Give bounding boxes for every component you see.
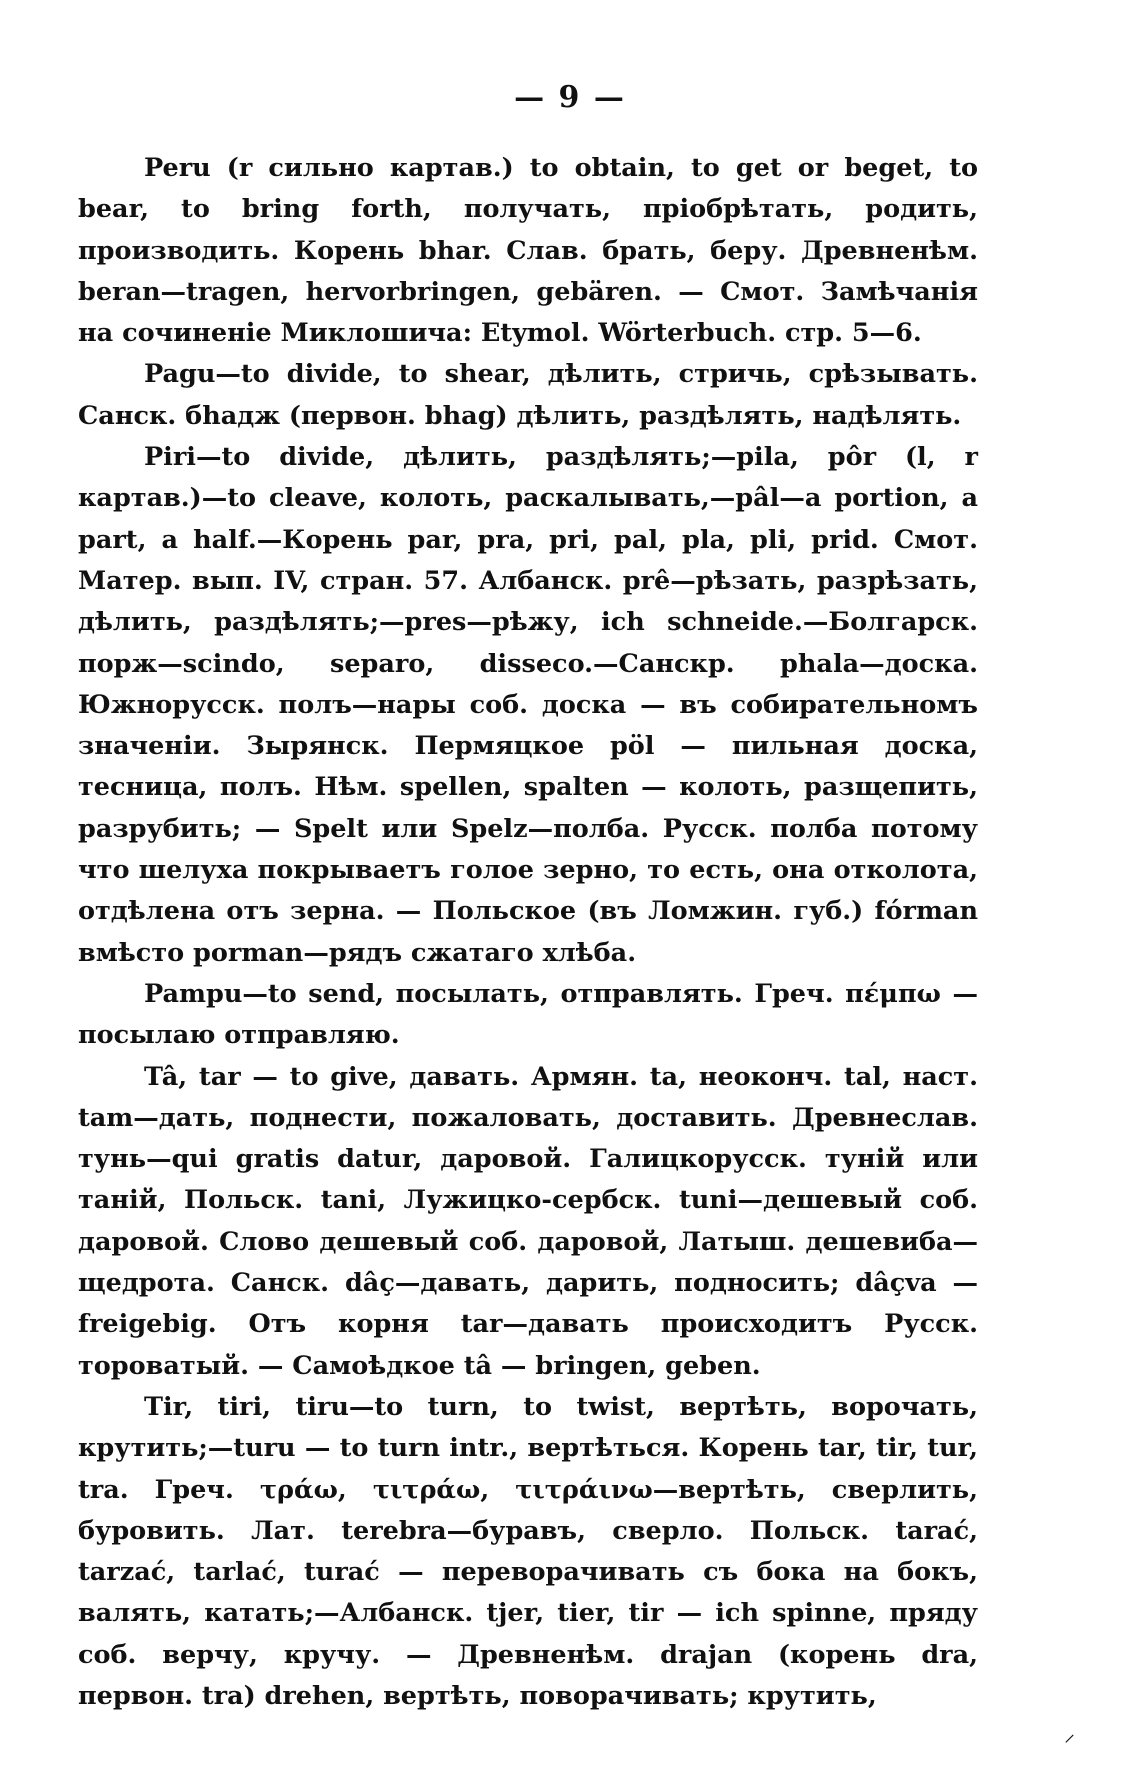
paragraph-tir: Tir, tiri, tiru—to turn, to twist, вертѣть, ворочать, крутить;—turu — to turn intr., вертѣться. Корень tar, tir, tur, tra. Греч. τράω, τιτράω, τιτράινω—вертѣть, сверлить, буровить. Лат. terebra—буравъ, сверло. Польск. tarać, tarzać, tarlać, turać — переворачивать съ бока на бокъ, валять, катать;—Албанск. tjer, tier, tir — ich spinne, пряду соб. верчу, кручу. — Древненѣм. drajan (корень dra, первон. tra) drehen, вертѣть, поворачивать; крутить, xyxy=(78,1391,978,1711)
paragraph-pampu: Pampu—to send, посылать, отправлять. Греч. πέμπω — посылаю отправляю. xyxy=(78,978,978,1051)
paragraph-ta-tar: Tâ, tar — to give, давать. Армян. ta, неоконч. tal, наст. tam—дать, поднести, пожаловать, доставить. Древнеслав. тунь—qui gratis datur, даровой. Галицкорусск. туній или таній, Польск. tani, Лужицко-сербск. tuni—дешевый соб. даровой. Слово дешевый соб. даровой, Латыш. дешевиба—щедрота. Санск. dâç—давать, дарить, подносить; dâçva —freigebig. Отъ корня tar—давать происходитъ Русск. тороватый. — Самоѣдкое tâ — bringen, geben. xyxy=(78,1061,978,1381)
corner-mark: ⸝ xyxy=(1064,1722,1076,1747)
paragraph-piri: Piri—to divide, дѣлить, раздѣлять;—pila, pôr (l, r картав.)—to cleave, колоть, раскалывать,—pâl—a portion, a part, a half.—Корень par, pra, pri, pal, pla, pli, prid. Смот. Матер. вып. IV, стран. 57. Албанск. prê—рѣзать, разрѣзать, дѣлить, раздѣлять;—pres—рѣжу, ich schneide.—Болгарск. порж—scindo, separo, disseco.—Санскр. phala—доска. Южнорусск. полъ—нары соб. доска — въ собирательномъ значеніи. Зырянск. Пермяцкое pöl — пильная доска, тесница, полъ. Нѣм. spellen, spalten — колоть, разщепить, разрубить; — Spelt или Spelz—полба. Русск. полба потому что шелуха покрываетъ голое зерно, то есть, она отколота, отдѣлена отъ зерна. — Польское (въ Ломжин. губ.) fórman вмѣсто porman—рядъ сжатаго хлѣба. xyxy=(78,442,978,968)
paragraph-pagu: Pagu—to divide, to shear, дѣлить, стричь, срѣзывать. Санск. бhадж (первон. bhag) дѣлить, раздѣлять, надѣлять. xyxy=(78,359,978,431)
body-text xyxy=(78,148,978,1717)
page-number: — 9 — xyxy=(514,80,626,115)
paragraph-peru: Peru (r сильно картав.) to obtain, to get or beget, to bear, to bring forth, получать, пріобрѣтать, родить, производить. Корень bhar. Слав. брать, беру. Древненѣм. beran—tragen, hervorbringen, gebären. — Смот. Замѣчанія на сочиненіе Миклошича: Etymol. Wörterbuch. стр. 5—6. xyxy=(78,153,978,349)
